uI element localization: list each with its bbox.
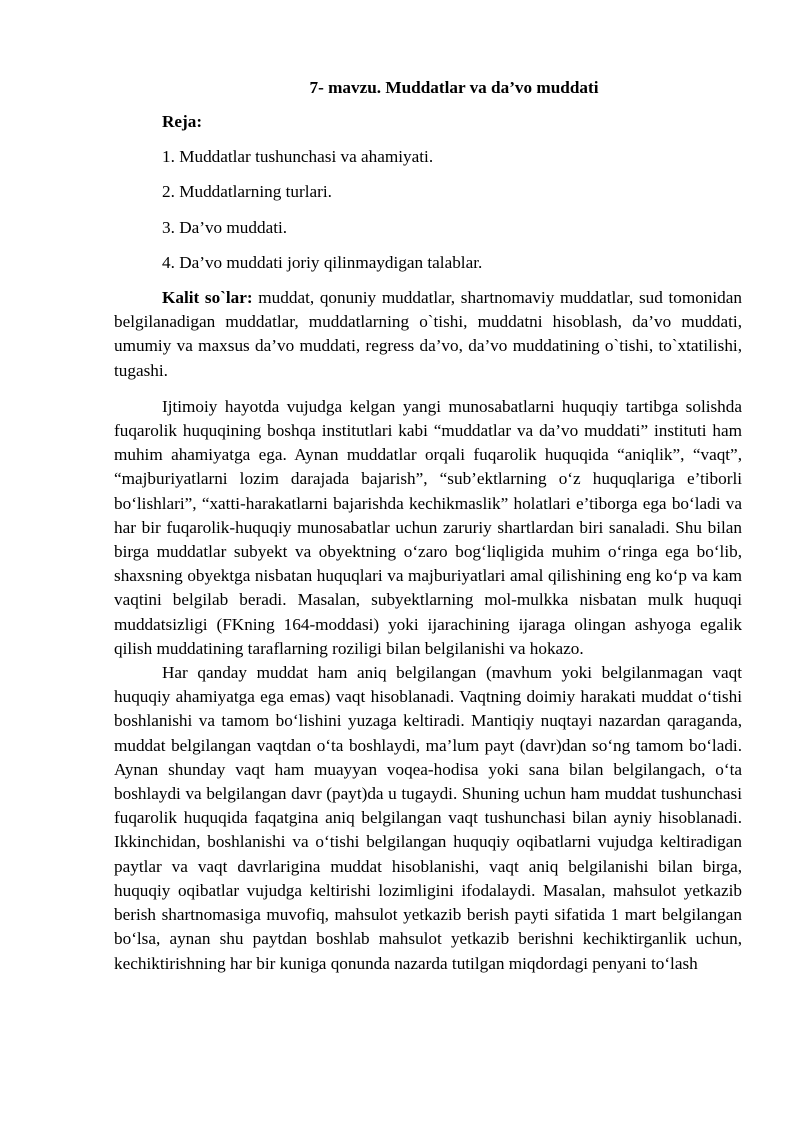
page-title: 7- mavzu. Muddatlar va da’vo muddati [309, 78, 599, 97]
body-paragraph: Ijtimoiy hayotda vujudga kelgan yangi munosabatlarni huquqiy tartibga solishda fuqarolik huquqining boshqa institutlari kabi “muddatlar va da’vo muddati” instituti ham muhim ahamiyatga ega. Aynan muddatlar orqali fuqarolik huquqida “aniqlik”, “vaqt”, “majburiyatlarni lozim darajada bajarish”, “sub’ektlarning o‘z huquqlariga e’tiborli bo‘lishlari”, “xatti-harakatlarni bajarishda kechikmaslik” holatlari e’tiborga ega bo‘ladi va har bir fuqarolik-huquqiy munosabatlar uchun zaruriy shartlardan biri sanaladi. Shu bilan birga muddatlar subyekt va obyektning o‘zaro bog‘liqligida muhim o‘ringa ega bo‘lib, shaxsning obyektga nisbatan huquqlari va majburiyatlari amal qilishining eng ko‘p va kam vaqtini belgilab beradi. Masalan, subyektlarning mol-mulkka nisbatan mulk huquqi muddatsizligi (FKning 164-moddasi) yoki ijarachining ijaraga olingan ashyoga egalik qilish muddatining taraflarning roziligi bilan belgilanishi va hokazo. [114, 396, 742, 658]
keywords-text: muddat, qonuniy muddatlar, shartnomaviy muddatlar, sud tomonidan belgilanadigan muddatlar, muddatlarning o`tishi, muddatni hisoblash, da’vo muddati, umumiy va maxsus da’vo muddati, regress da’vo, da’vo muddatining o`tishi, to`xtatilishi, tugashi. [114, 288, 742, 380]
keywords-paragraph [114, 286, 742, 383]
plan-item: 4. Da’vo muddati joriy qilinmaydigan talablar. [162, 252, 483, 272]
document-page [114, 76, 742, 976]
body-paragraph: Har qanday muddat ham aniq belgilangan (mavhum yoki belgilanmagan vaqt huquqiy ahamiyatga ega emas) vaqt hisoblanadi. Vaqtning doimiy harakati muddat o‘tishi boshlanishi va tamom bo‘lishini yuzaga keltiradi. Mantiqiy nuqtayi nazardan qaraganda, muddat belgilangan vaqtdan o‘ta boshlaydi, ma’lum payt (davr)dan so‘ng tamom bo‘ladi. Aynan shunday vaqt ham muayyan voqea-hodisa yoki sana bilan belgilangach, o‘ta boshlaydi va belgilangan davr (payt)da u tugaydi. Shuning uchun ham muddat tushunchasi fuqarolik huquqida faqatgina aniq belgilangan vaqt tushunchasi bilan ayniy hisoblanadi. Ikkinchidan, boshlanishi va o‘tishi belgilangan huquqiy oqibatlarni vujudga keltiradigan paytlar va vaqt davrlarigina muddat hisoblanishi, vaqt aniq belgilanishi bilan birga, huquqiy oqibatlar vujudga keltirishi lozimligini ifodalaydi. Masalan, mahsulot yetkazib berish shartnomasiga muvofiq, mahsulot yetkazib berish payti sifatida 1 mart belgilangan bo‘lsa, aynan shu paytdan boshlab mahsulot yetkazib berishni kechiktirganlik uchun, kechiktirishning har bir kuniga qonunda nazarda tutilgan miqdordagi penyani to‘lash [114, 663, 742, 973]
plan-item: 1. Muddatlar tushunchasi va ahamiyati. [162, 147, 434, 167]
plan-item: 2. Muddatlarning turlari. [162, 182, 332, 202]
plan-heading: Reja: [162, 112, 203, 131]
plan-item: 3. Da’vo muddati. [162, 217, 288, 237]
keywords-label: Kalit so`lar: [162, 288, 253, 308]
